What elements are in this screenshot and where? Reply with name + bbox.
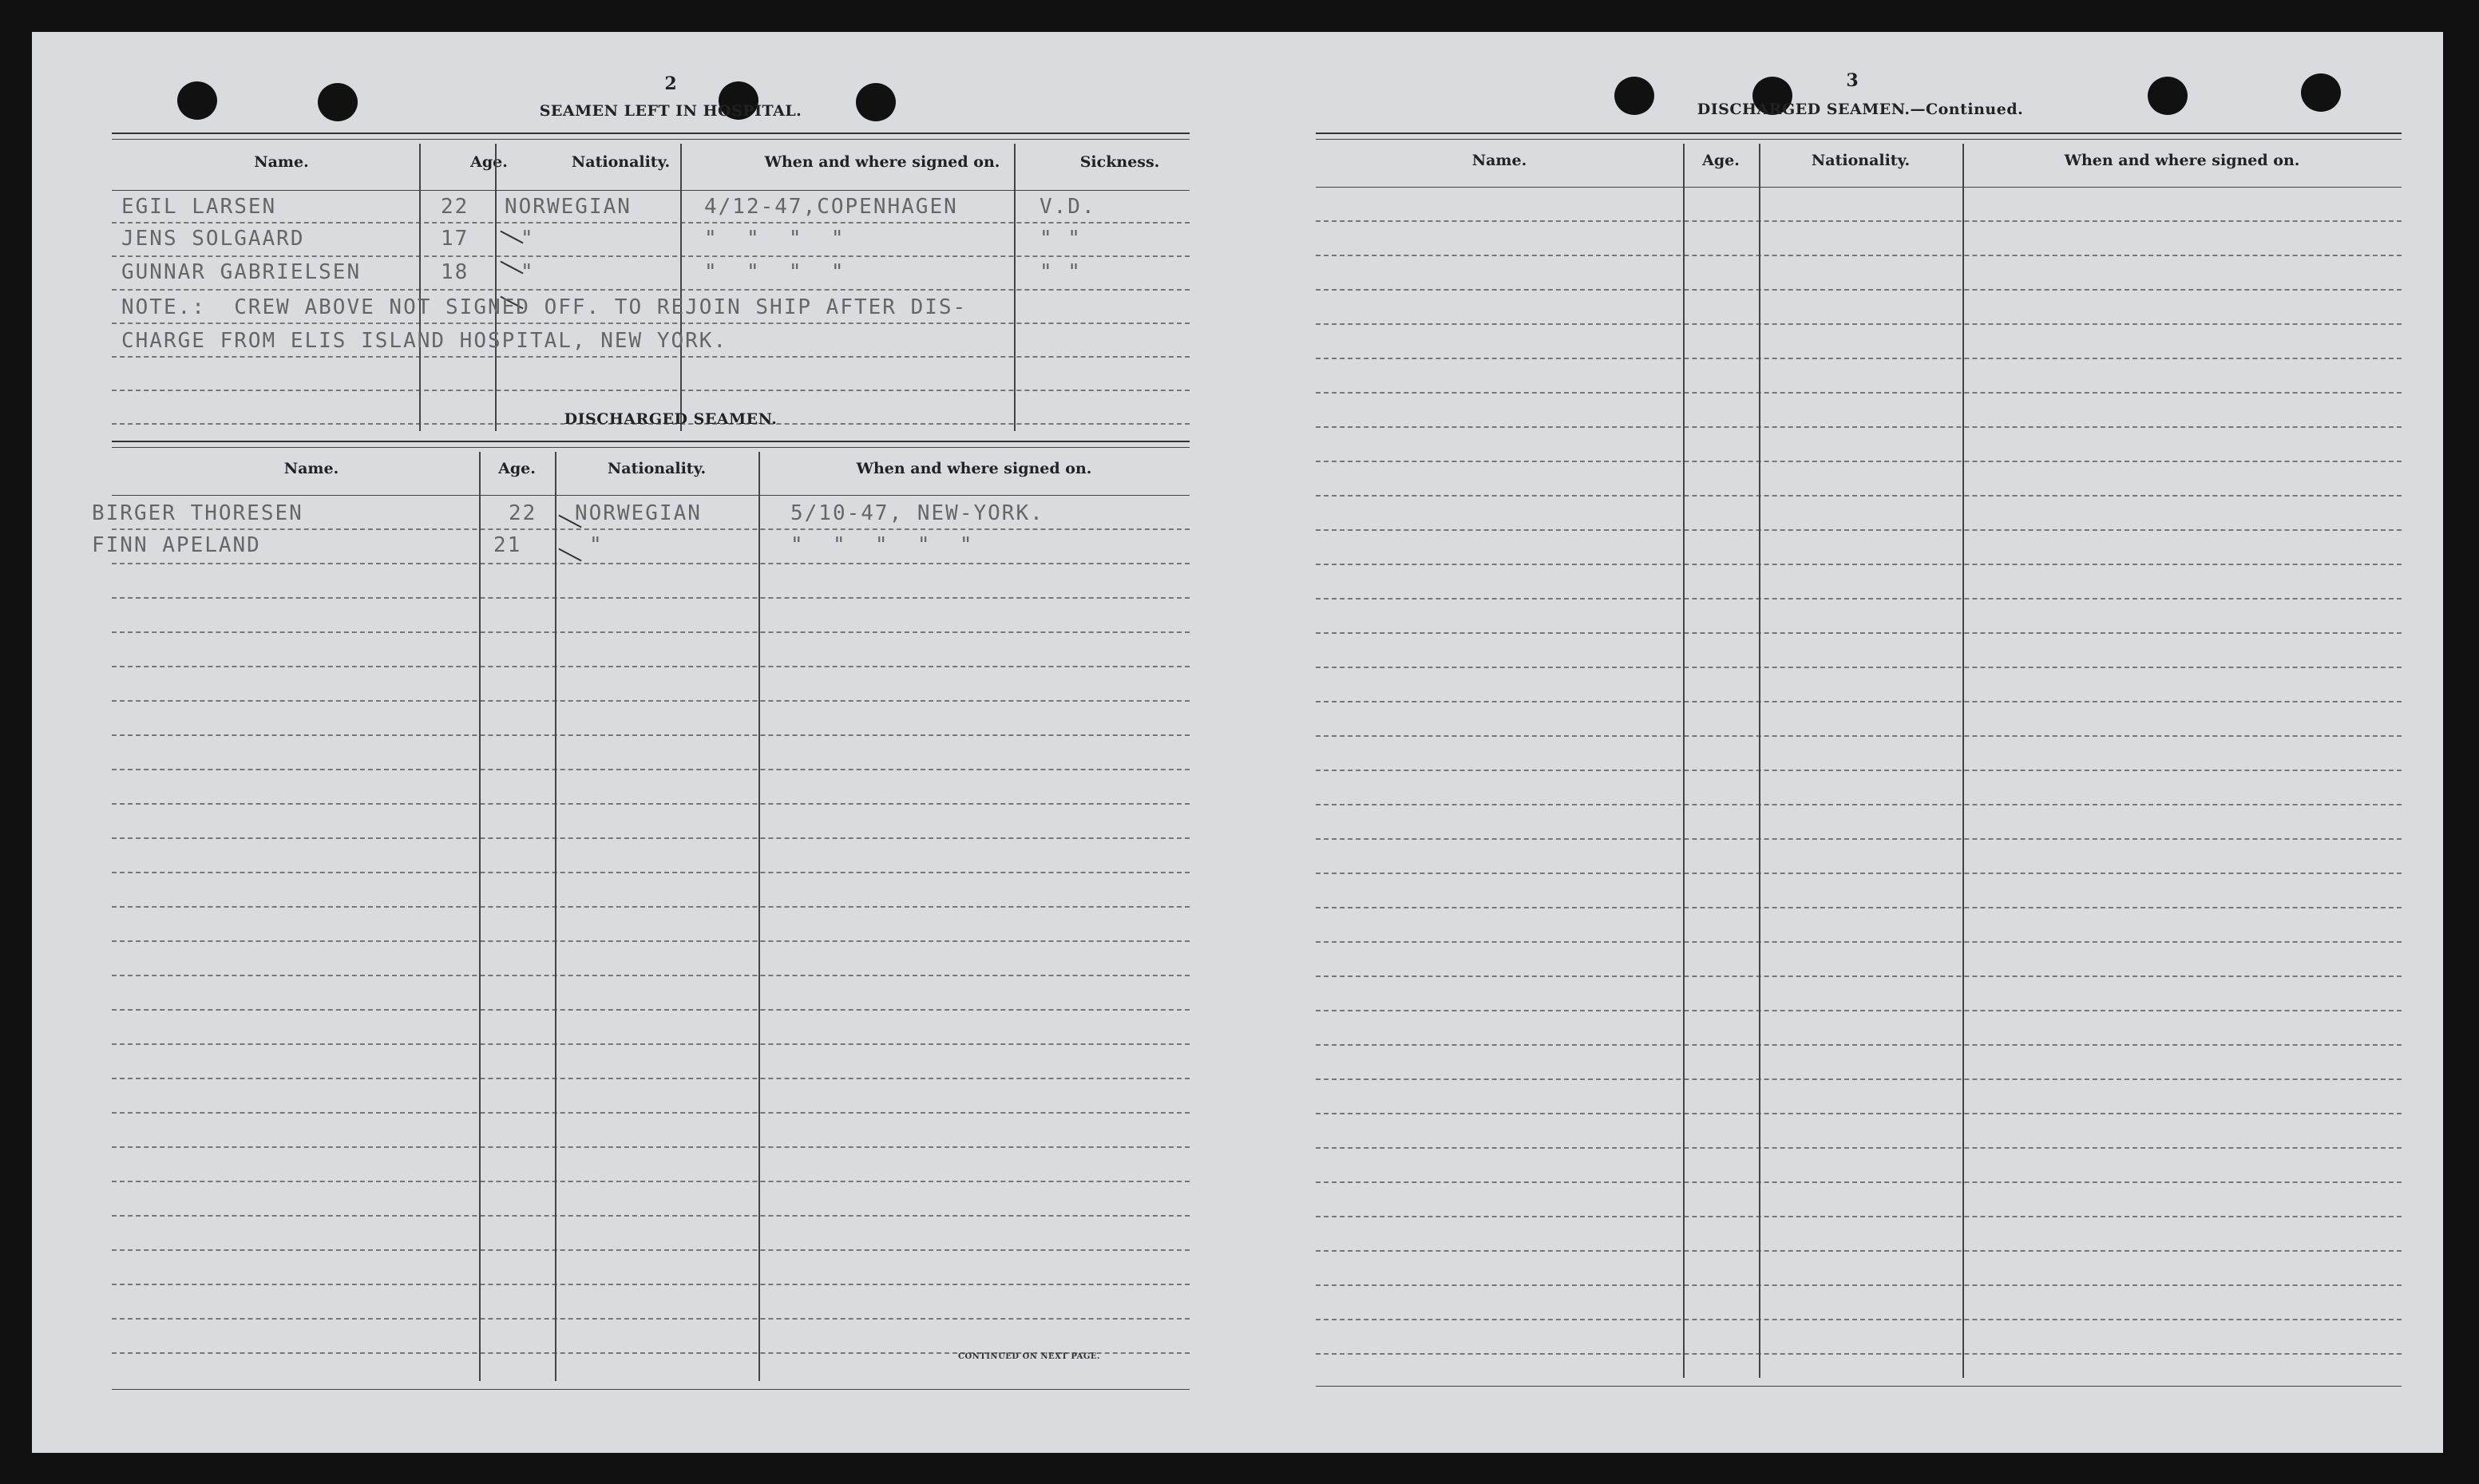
discharged-section-title: DISCHARGED SEAMEN. [564,410,778,428]
punch-hole [318,83,358,121]
check-mark [558,548,581,562]
col-header-nationality: Nationality. [571,153,671,171]
col-header-name: Name. [1471,152,1527,169]
seaman-name: BIRGER THORESEN [92,501,303,525]
col-header-name: Name. [254,153,309,171]
seaman-sickness: " " [1040,227,1082,251]
seaman-nationality: " [521,260,535,284]
seaman-nationality: NORWEGIAN [575,501,702,525]
seaman-signed-on: " " " " [704,260,845,284]
hospital-note-line-1: NOTE.: CREW ABOVE NOT SIGNED OFF. TO REJOIN SHIP AFTER DIS- [121,295,968,319]
col-header-age: Age. [498,460,536,477]
seaman-signed-on: 5/10-47, NEW-YORK. [790,501,1044,525]
right-page-title: DISCHARGED SEAMEN.—Continued. [1697,101,2024,118]
punch-hole [2148,77,2188,115]
right-page-number: 3 [1846,70,1859,91]
seaman-signed-on: " " " " [704,227,845,251]
document-sheet [32,32,2443,1453]
seaman-name: JENS SOLGAARD [121,227,305,251]
col-header-signed-on: When and where signed on. [2064,152,2300,169]
seaman-age: 17 [441,227,469,251]
col-header-signed-on: When and where signed on. [764,153,1000,171]
seaman-name: FINN APELAND [92,533,261,557]
col-header-nationality: Nationality. [607,460,707,477]
col-header-age: Age. [470,153,508,171]
punch-hole [177,81,217,120]
seaman-sickness: " " [1040,260,1082,284]
seaman-age: 18 [441,260,469,284]
seaman-sickness: V.D. [1040,195,1096,219]
seaman-name: EGIL LARSEN [121,195,277,219]
seaman-nationality: " [589,533,604,557]
col-header-age: Age. [1702,152,1740,169]
punch-hole [2301,73,2341,112]
col-header-sickness: Sickness. [1079,153,1160,171]
seaman-nationality: " [521,227,535,251]
seaman-nationality: NORWEGIAN [505,195,632,219]
col-header-signed-on: When and where signed on. [856,460,1092,477]
seaman-signed-on: 4/12-47,COPENHAGEN [704,195,958,219]
col-header-nationality: Nationality. [1811,152,1911,169]
seaman-age: 22 [509,501,537,525]
seaman-signed-on: " " " " " [790,533,974,557]
hospital-note-line-2: CHARGE FROM ELIS ISLAND HOSPITAL, NEW YORK. [121,329,728,353]
hospital-section-title: SEAMEN LEFT IN HOSPITAL. [539,102,802,120]
left-page-number: 2 [664,73,677,94]
col-header-name: Name. [283,460,339,477]
seaman-age: 22 [441,195,469,219]
seaman-name: GUNNAR GABRIELSEN [121,260,362,284]
seaman-age: 21 [493,533,522,557]
continued-footer: CONTINUED ON NEXT PAGE. [958,1352,1101,1361]
